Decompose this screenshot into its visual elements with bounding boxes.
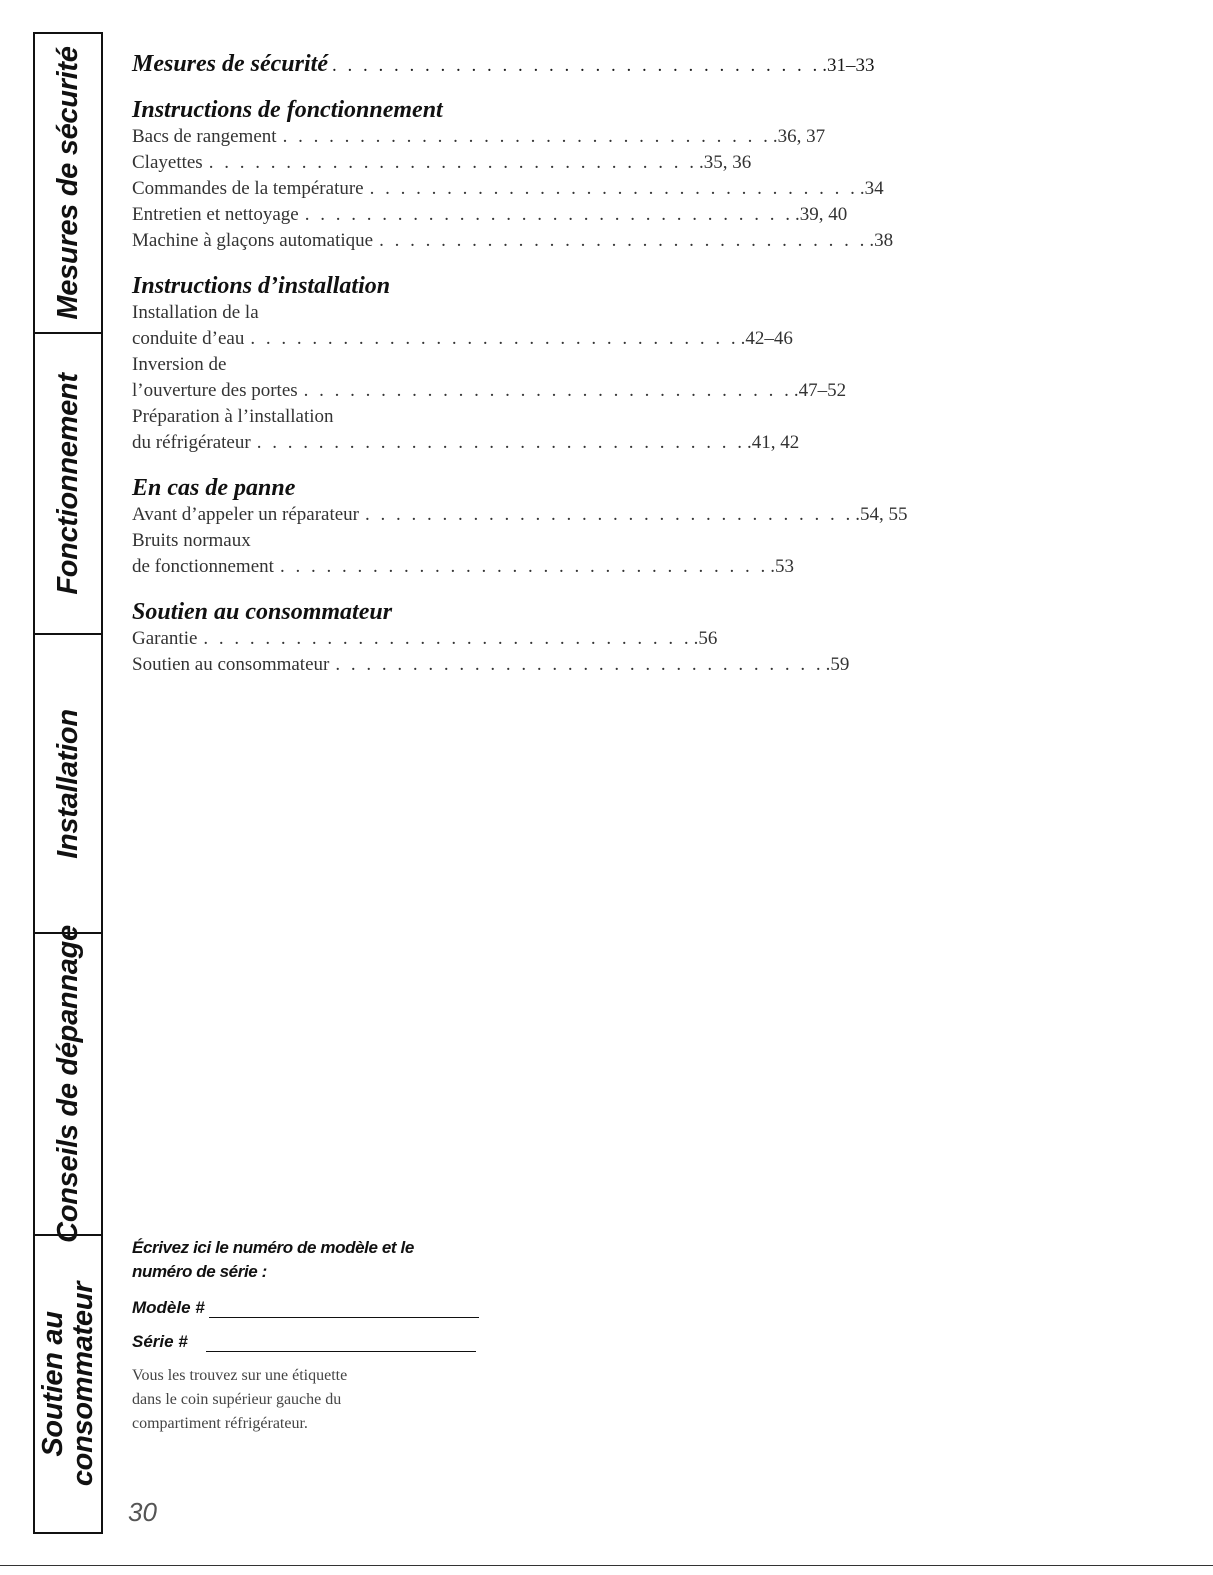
toc-entry[interactable]	[132, 326, 793, 352]
tab-installation[interactable]	[35, 635, 101, 934]
record-note	[132, 1364, 492, 1436]
dot-leader: . . . . . . . . . . . . . . . . . . . . . . . . . . . . . . . .	[304, 204, 793, 225]
toc-entry[interactable]	[132, 626, 718, 652]
toc-page: .59	[825, 654, 850, 675]
model-number-line[interactable]	[209, 1299, 479, 1318]
model-number-field[interactable]	[132, 1298, 492, 1318]
toc-heading-troubleshooting: En cas de panne	[132, 475, 296, 501]
serial-number-label: Série #	[132, 1332, 188, 1351]
toc-entry-line1: Bruits normaux	[132, 530, 251, 551]
record-note-line2: dans le coin supérieur gauche du	[132, 1391, 342, 1408]
toc-entry-label: l’ouverture des portes	[132, 380, 298, 401]
record-heading-line2: numéro de série :	[132, 1262, 267, 1281]
toc-section-installation	[132, 272, 847, 456]
page-number: 30	[128, 1497, 157, 1527]
toc-entry-label: Commandes de la température	[132, 178, 364, 199]
dot-leader: . . . . . . . . . . . . . . . . . . . . . . . . . . . . . . . .	[203, 628, 692, 649]
toc-entry-line1: Préparation à l’installation	[132, 406, 334, 427]
serial-number-field[interactable]	[132, 1332, 492, 1352]
tab-consumer-support-label	[38, 1282, 98, 1486]
record-note-line1: Vous les trouvez sur une étiquette	[132, 1367, 348, 1384]
toc-page: .41, 42	[746, 432, 800, 453]
dot-leader: . . . . . . . . . . . . . . . . . . . . . . . . . . . . . . . .	[335, 654, 824, 675]
toc-page: .39, 40	[794, 204, 848, 225]
toc-section-operating	[132, 96, 894, 254]
dot-leader: . . . . . . . . . . . . . . . . . . . . . . . . . . . . . . . .	[256, 432, 745, 453]
toc-entry-line1: Installation de la	[132, 302, 259, 323]
toc-entry[interactable]	[132, 124, 826, 150]
toc-entry[interactable]	[132, 150, 752, 176]
toc-heading-consumer: Soutien au consommateur	[132, 599, 393, 625]
toc-section-troubleshooting	[132, 474, 908, 580]
toc-entry-label: de fonctionnement	[132, 556, 274, 577]
toc-entry[interactable]	[132, 228, 894, 254]
toc-entry[interactable]	[132, 554, 794, 580]
toc-entry-line1: Inversion de	[132, 354, 227, 375]
toc-entry-label: du réfrigérateur	[132, 432, 251, 453]
toc-entry[interactable]	[132, 378, 847, 404]
toc-page: .56	[693, 628, 718, 649]
toc-section-safety	[132, 50, 875, 78]
tab-operation-label: Fonctionnement	[52, 372, 84, 595]
toc-page: .47–52	[793, 380, 847, 401]
toc-entry-label: conduite d’eau	[132, 328, 245, 349]
tab-consumer-support-line2: consommateur	[67, 1281, 99, 1487]
toc-heading-operating: Instructions de fonctionnement	[132, 97, 443, 123]
model-serial-record	[132, 1236, 492, 1436]
dot-leader: . . . . . . . . . . . . . . . . . . . . . . . . . . . . . . . .	[250, 328, 739, 349]
toc-entry-label: Bacs de rangement	[132, 126, 277, 147]
toc-entry-label: Entretien et nettoyage	[132, 204, 299, 225]
tab-operation[interactable]	[35, 334, 101, 635]
tab-consumer-support-line1: Soutien au	[37, 1311, 69, 1457]
dot-leader: . . . . . . . . . . . . . . . . . . . . . . . . . . . . . . . .	[303, 380, 792, 401]
toc-entry-label: Garantie	[132, 628, 198, 649]
serial-number-line[interactable]	[206, 1333, 476, 1352]
toc-page: .54, 55	[855, 504, 908, 525]
dot-leader: . . . . . . . . . . . . . . . . . . . . . . . . . . . . . . . .	[208, 152, 697, 173]
model-number-label: Modèle #	[132, 1298, 205, 1317]
toc-heading-safety: Mesures de sécurité	[132, 51, 328, 77]
tab-consumer-support[interactable]	[35, 1236, 101, 1532]
toc-entry[interactable]	[132, 202, 848, 228]
toc-entry-label: Machine à glaçons automatique	[132, 230, 374, 251]
toc-entry-label: Soutien au consommateur	[132, 654, 330, 675]
toc-page: .36, 37	[772, 126, 826, 147]
toc-entry-label: Clayettes	[132, 152, 203, 173]
toc-entry[interactable]	[132, 652, 850, 678]
bottom-rule	[0, 1565, 1213, 1566]
toc-page: .35, 36	[698, 152, 752, 173]
toc-entry[interactable]	[132, 176, 884, 202]
record-heading	[132, 1236, 492, 1284]
table-of-contents	[132, 50, 908, 694]
toc-page: .38	[869, 230, 894, 251]
toc-page: .31–33	[822, 55, 875, 76]
tab-safety-label: Mesures de sécurité	[52, 46, 84, 320]
dot-leader: . . . . . . . . . . . . . . . . . . . . . . . . . . . . . . . .	[379, 230, 868, 251]
tab-troubleshooting-label: Conseils de dépannage	[52, 925, 84, 1243]
dot-leader: . . . . . . . . . . . . . . . . . . . . . . . . . . . . . . . .	[282, 126, 771, 147]
record-note-line3: compartiment réfrigérateur.	[132, 1415, 308, 1432]
toc-section-consumer	[132, 598, 850, 678]
toc-entry-safety[interactable]	[132, 50, 875, 78]
dot-leader: . . . . . . . . . . . . . . . . . . . . . . . . . . . . . . . .	[369, 178, 858, 199]
tab-safety[interactable]	[35, 34, 101, 334]
dot-leader: . . . . . . . . . . . . . . . . . . . . . . . . . . . . . . . .	[279, 556, 769, 577]
record-heading-line1: Écrivez ici le numéro de modèle et le	[132, 1238, 414, 1257]
toc-page: .53	[770, 556, 794, 577]
toc-heading-installation: Instructions d’installation	[132, 273, 391, 299]
dot-leader: . . . . . . . . . . . . . . . . . . . . . . . . . . . . . . . .	[365, 504, 854, 525]
dot-leader: . . . . . . . . . . . . . . . . . . . . . . . . . . . . . . . .	[331, 55, 821, 76]
toc-page: .34	[859, 178, 884, 199]
tab-installation-label: Installation	[52, 708, 84, 859]
tab-troubleshooting[interactable]	[35, 925, 101, 1243]
toc-entry-label: Avant d’appeler un réparateur	[132, 504, 359, 525]
toc-entry[interactable]	[132, 430, 800, 456]
toc-entry[interactable]	[132, 502, 908, 528]
toc-page: .42–46	[740, 328, 793, 349]
section-tabs	[33, 32, 103, 1534]
